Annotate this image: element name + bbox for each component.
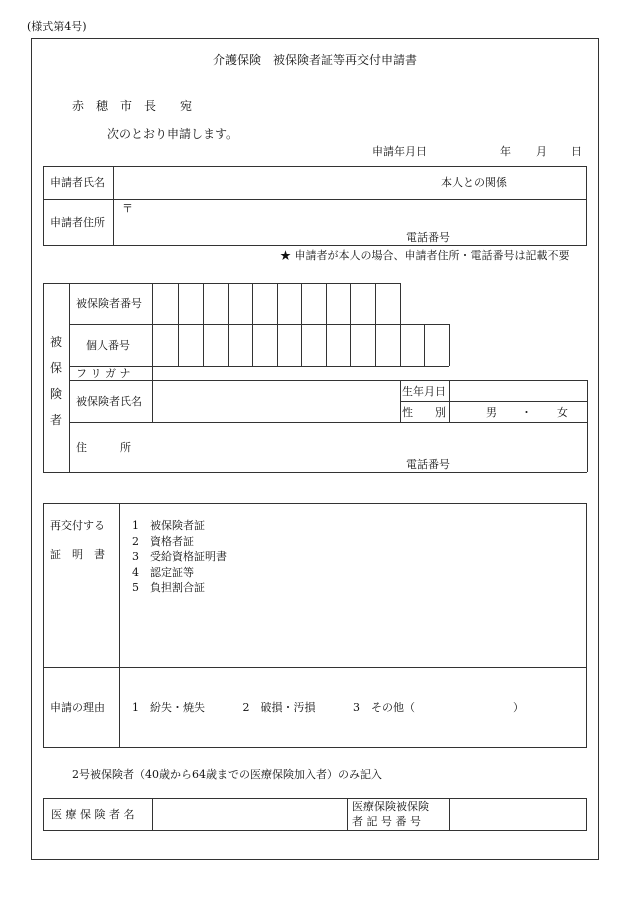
applicant-name-field[interactable] (116, 168, 416, 197)
birthdate-field[interactable] (451, 382, 585, 399)
addressee: 赤 穂 市 長 宛 (72, 99, 193, 113)
form-number: (様式第4号) (27, 20, 87, 33)
reissue-item-5[interactable]: 5 負担割合証 (132, 581, 205, 594)
postal-mark: 〒 (122, 202, 133, 215)
furigana-field[interactable] (154, 367, 398, 379)
reissue-item-2[interactable]: 2 資格者証 (132, 534, 194, 548)
reissue-item-list (132, 518, 227, 596)
application-date-year: 年 (500, 145, 511, 158)
gender-female-option[interactable]: 女 (557, 406, 568, 419)
insured-number-field[interactable] (154, 285, 398, 323)
reissue-item-3[interactable]: 3 受給資格証明書 (132, 550, 227, 563)
personal-number-field[interactable] (154, 326, 447, 364)
reason-options (132, 701, 449, 714)
reason-close-paren: ） (513, 701, 524, 714)
symbol-number-field[interactable] (452, 800, 585, 829)
reissue-item-4[interactable]: 4 認定証等 (132, 565, 194, 579)
birthdate-label: 生年月日 (402, 385, 446, 398)
applicant-name-label: 申請者氏名 (50, 176, 105, 189)
insured-number-label: 被保険者番号 (76, 297, 142, 310)
application-date-label: 申請年月日 (372, 145, 427, 158)
insured-phone-label: 電話番号 (406, 458, 450, 471)
symbol-number-label-1: 医療保険被保険 (352, 800, 429, 813)
insured-address-label: 住 所 (76, 441, 131, 454)
applicant-address-field[interactable] (136, 202, 576, 228)
reissue-label-line2: 証 明 書 (50, 548, 105, 561)
insurer-name-label: 医 療 保 険 者 名 (51, 808, 135, 821)
gender-label: 性 別 (402, 406, 446, 419)
gender-male-option[interactable]: 男 (486, 406, 497, 419)
secondary-note: 2号被保険者（40歳から64歳までの医療保険加入者）のみ記入 (72, 768, 382, 781)
reissue-item-1[interactable]: 1 被保険者証 (132, 519, 205, 532)
insured-table-top (43, 283, 401, 284)
reason-other-field[interactable] (408, 700, 508, 714)
reason-option-other[interactable]: 3 その他（ (353, 701, 415, 714)
insurer-name-field[interactable] (155, 800, 345, 829)
reason-label: 申請の理由 (50, 701, 105, 714)
reason-option-lost[interactable]: 1 紛失・焼失 (132, 701, 205, 714)
intro-text: 次のとおり申請します。 (107, 127, 239, 141)
application-date-day: 日 (571, 145, 582, 158)
relation-label: 本人との関係 (441, 176, 507, 189)
reason-option-damaged[interactable]: 2 破損・汚損 (242, 701, 316, 714)
application-date-month: 月 (536, 145, 547, 158)
insured-address-field[interactable] (154, 425, 584, 453)
insured-side-label: 被 保 険 者 (49, 335, 62, 427)
insured-name-field[interactable] (154, 382, 398, 420)
furigana-label: フ リ ガ ナ (76, 367, 131, 380)
form-title: 介護保険 被保険者証等再交付申請書 (213, 53, 418, 67)
symbol-number-label-2: 者 記 号 番 号 (352, 815, 421, 828)
insured-name-label: 被保険者氏名 (76, 395, 142, 408)
applicant-phone-label: 電話番号 (406, 231, 450, 244)
gender-separator: ・ (521, 406, 532, 419)
reissue-label-line1: 再交付する (50, 519, 105, 532)
applicant-address-label: 申請者住所 (50, 216, 105, 229)
personal-number-label: 個人番号 (86, 339, 130, 352)
applicant-note: ★ 申請者が本人の場合、申請者住所・電話番号は記載不要 (280, 249, 570, 262)
